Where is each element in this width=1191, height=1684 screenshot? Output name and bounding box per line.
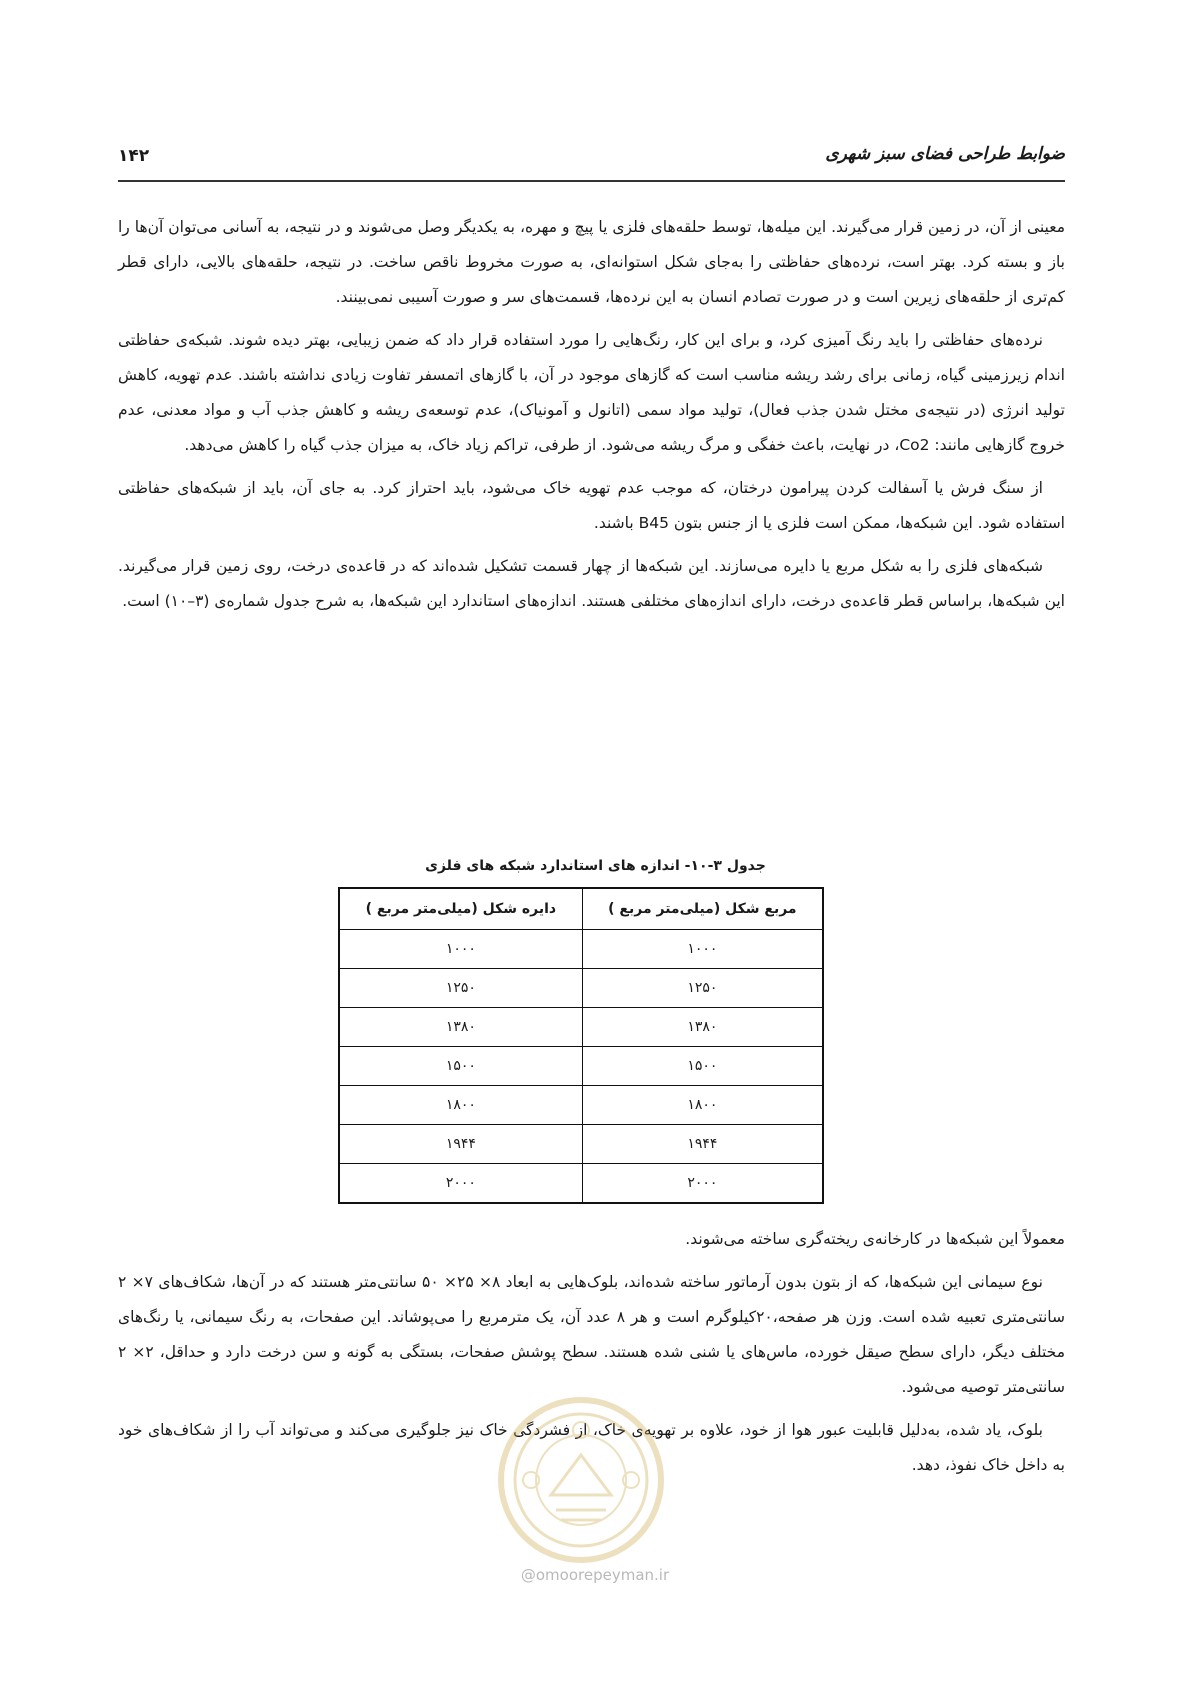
table-row	[339, 1164, 823, 1204]
paragraph: بلوک، یاد شده، به‌دلیل قابلیت عبور هوا از خود، علاوه بر تهویه‌ی خاک، از فشردگی خاک نیز جلوگیری می‌کند و می‌تواند آب را از شکاف‌های خود به داخل خاک نفوذ، دهد.	[118, 1421, 1065, 1474]
grid-sizes-table	[338, 887, 824, 1204]
cell-square: ۱۳۸۰	[582, 1008, 823, 1047]
cell-circle: ۱۸۰۰	[339, 1086, 582, 1125]
watermark-text: @omoorepeyman.ir	[520, 1566, 670, 1584]
cell-circle: ۲۰۰۰	[339, 1164, 582, 1204]
cell-circle: ۱۳۸۰	[339, 1008, 582, 1047]
running-title: ضوابط طراحی فضای سبز شهری	[825, 144, 1065, 164]
cell-circle: ۱۹۴۴	[339, 1125, 582, 1164]
paragraph: نوع سیمانی این شبکه‌ها، که از بتون بدون آرماتور ساخته شده‌اند، بلوک‌هایی به ابعاد ۸× ۲۵× ۵۰ سانتی‌متر هستند که در آن‌ها، شکاف‌های ۷× ۲ سانتی‌متری تعبیه شده است. وزن هر صفحه،۲۰کیلوگرم است و هر ۸ عدد آن، یک مترمربع را می‌پوشاند. این صفحات، به رنگ سیمانی، یا رنگ‌های مختلف دیگر، دارای سطح صیقل خورده، ماس‌های یا شنی شده هستند. سطح پوشش صفحات، بستگی به گونه و سن درخت دارد و حداقل، ۲× ۲ سانتی‌متر توصیه می‌شود.	[118, 1273, 1066, 1396]
cell-square: ۱۲۵۰	[582, 969, 823, 1008]
table-row	[339, 930, 823, 969]
table-row	[339, 1047, 823, 1086]
page-header	[118, 138, 1065, 178]
seal-logo-icon	[496, 1395, 666, 1565]
header-rule	[118, 180, 1065, 182]
cell-square: ۱۸۰۰	[582, 1086, 823, 1125]
table-row	[339, 1008, 823, 1047]
cell-square: ۱۵۰۰	[582, 1047, 823, 1086]
cell-circle: ۱۵۰۰	[339, 1047, 582, 1086]
table-caption: جدول ۳-۱۰- اندازه های استاندارد شبکه های فلزی	[425, 858, 766, 874]
table-row	[339, 969, 823, 1008]
cell-square: ۱۹۴۴	[582, 1125, 823, 1164]
paragraph: شبکه‌های فلزی را به شکل مربع یا دایره می‌سازند. این شبکه‌ها از چهار قسمت تشکیل شده‌اند که در قاعده‌ی درخت، روی زمین قرار می‌گیرند. این شبکه‌ها، براساس قطر قاعده‌ی درخت، دارای اندازه‌های مختلفی هستند. اندازه‌های استاندارد این شبکه‌ها، به شرح جدول شماره‌ی (۳–۱۰) است.	[118, 557, 1065, 610]
cell-circle: ۱۲۵۰	[339, 969, 582, 1008]
body-text-top	[118, 210, 1065, 627]
cell-square: ۲۰۰۰	[582, 1164, 823, 1204]
paragraph: معمولاً این شبکه‌ها در کارخانه‌ی ریخته‌گری ساخته می‌شوند.	[685, 1230, 1065, 1248]
cell-circle: ۱۰۰۰	[339, 930, 582, 969]
column-header-square: مربع شکل (میلی‌متر مربع )	[582, 888, 823, 930]
paragraph: معینی از آن، در زمین قرار می‌گیرند. این میله‌ها، توسط حلقه‌های فلزی یا پیچ و مهره، به یکدیگر وصل می‌شوند و در نتیجه، به آسانی می‌توان آن‌ها را باز و بسته کرد. بهتر است، نرده‌های حفاظتی را به‌جای شکل استوانه‌ای، به صورت مخروط ناقص ساخت. در نتیجه، حلقه‌های بالایی، دارای قطر کم‌تری از حلقه‌های زیرین است و در صورت تصادم انسان به این نرده‌ها، قسمت‌های سر و صورت آسیبی نمی‌بینند.	[118, 218, 1065, 306]
table-header-row	[339, 888, 823, 930]
paragraph: نرده‌های حفاظتی را باید رنگ آمیزی کرد، و برای این کار، رنگ‌هایی را مورد استفاده قرار داد که ضمن زیبایی، بهتر دیده شوند. شبکه‌ی حفاظتی اندام زیرزمینی گیاه، زمانی برای رشد ریشه مناسب است که گازهای موجود در آن، با گازهای اتمسفر تفاوت زیادی نداشته باشند. عدم تهویه، کاهش تولید انرژی (در نتیجه‌ی مختل شدن جذب فعال)، تولید مواد سمی (اتانول و آمونیاک)، عدم توسعه‌ی ریشه و کاهش جذب آب و مواد معدنی، عدم خروج گازهایی مانند: Co2، در نهایت، باعث خفگی و مرگ ریشه می‌شود. از طرفی، تراکم زیاد خاک، به میزان جذب گیاه را کاهش می‌دهد.	[118, 331, 1065, 454]
table-row	[339, 1086, 823, 1125]
column-header-circle: دایره شکل (میلی‌متر مربع )	[339, 888, 582, 930]
table-row	[339, 1125, 823, 1164]
paragraph: از سنگ فرش یا آسفالت کردن پیرامون درختان، که موجب عدم تهویه خاک می‌شود، باید احتراز کرد. به جای آن، باید از شبکه‌های حفاظتی استفاده شود. این شبکه‌ها، ممکن است فلزی یا از جنس بتون B45 باشند.	[118, 479, 1065, 532]
cell-square: ۱۰۰۰	[582, 930, 823, 969]
page-number: ۱۴۲	[118, 146, 150, 166]
